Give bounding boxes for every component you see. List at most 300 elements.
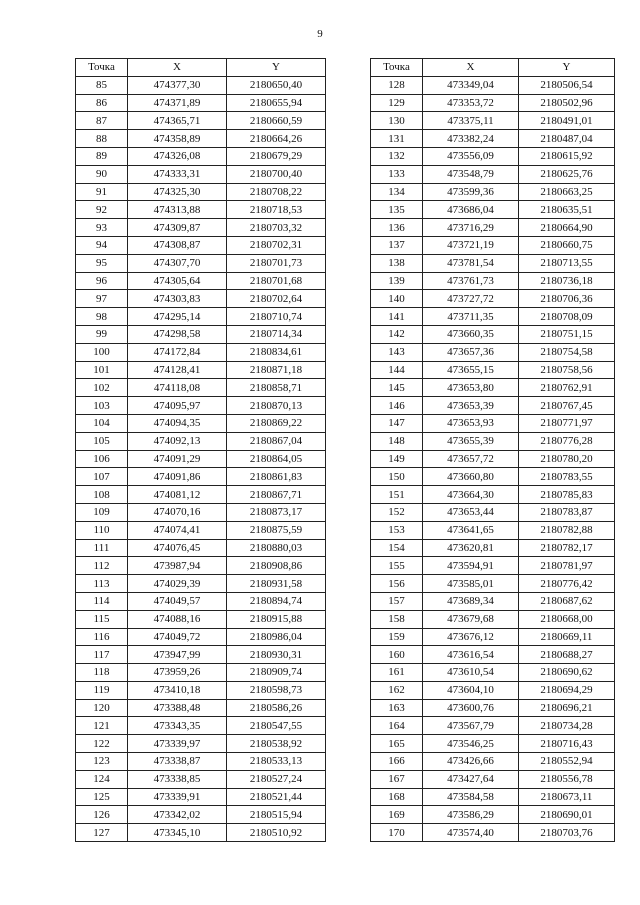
cell-x: 473584,58 <box>423 788 519 806</box>
table-row <box>371 450 615 468</box>
cell-point: 131 <box>371 130 423 148</box>
cell-x: 473410,18 <box>128 681 227 699</box>
cell-x: 474091,86 <box>128 468 227 486</box>
cell-y: 2180688,27 <box>519 646 615 664</box>
table-row <box>76 361 326 379</box>
cell-point: 93 <box>76 219 128 237</box>
column-header-y: Y <box>227 59 326 77</box>
cell-x: 473339,91 <box>128 788 227 806</box>
table-row <box>371 717 615 735</box>
cell-y: 2180986,04 <box>227 628 326 646</box>
cell-y: 2180875,59 <box>227 521 326 539</box>
cell-y: 2180762,91 <box>519 379 615 397</box>
cell-x: 473987,94 <box>128 557 227 575</box>
cell-point: 101 <box>76 361 128 379</box>
cell-x: 473567,79 <box>423 717 519 735</box>
cell-y: 2180869,22 <box>227 414 326 432</box>
table-row <box>371 735 615 753</box>
table-row <box>371 254 615 272</box>
cell-y: 2180487,04 <box>519 130 615 148</box>
table-row <box>76 254 326 272</box>
cell-y: 2180690,01 <box>519 806 615 824</box>
table-row <box>76 503 326 521</box>
cell-point: 119 <box>76 681 128 699</box>
cell-x: 473641,65 <box>423 521 519 539</box>
cell-x: 474377,30 <box>128 76 227 94</box>
cell-y: 2180867,04 <box>227 432 326 450</box>
cell-point: 103 <box>76 397 128 415</box>
table-row <box>371 397 615 415</box>
table-row <box>371 770 615 788</box>
cell-x: 474325,30 <box>128 183 227 201</box>
table-row <box>76 450 326 468</box>
table-row <box>76 539 326 557</box>
cell-point: 96 <box>76 272 128 290</box>
table-row <box>371 753 615 771</box>
cell-y: 2180521,44 <box>227 788 326 806</box>
table-row <box>371 806 615 824</box>
table-row <box>76 147 326 165</box>
cell-y: 2180502,96 <box>519 94 615 112</box>
table-row <box>76 201 326 219</box>
cell-x: 474313,88 <box>128 201 227 219</box>
cell-y: 2180598,73 <box>227 681 326 699</box>
cell-y: 2180751,15 <box>519 325 615 343</box>
cell-x: 473660,35 <box>423 325 519 343</box>
table-row <box>371 308 615 326</box>
cell-point: 146 <box>371 397 423 415</box>
cell-x: 473657,36 <box>423 343 519 361</box>
table-row <box>76 308 326 326</box>
cell-y: 2180861,83 <box>227 468 326 486</box>
cell-point: 121 <box>76 717 128 735</box>
table-row <box>76 770 326 788</box>
cell-point: 169 <box>371 806 423 824</box>
cell-point: 170 <box>371 824 423 842</box>
cell-y: 2180714,34 <box>227 325 326 343</box>
cell-point: 107 <box>76 468 128 486</box>
cell-point: 92 <box>76 201 128 219</box>
table-row <box>76 414 326 432</box>
cell-x: 473345,10 <box>128 824 227 842</box>
cell-x: 473657,72 <box>423 450 519 468</box>
table-row <box>371 147 615 165</box>
cell-y: 2180700,40 <box>227 165 326 183</box>
table-row <box>76 486 326 504</box>
cell-x: 474307,70 <box>128 254 227 272</box>
cell-y: 2180663,25 <box>519 183 615 201</box>
cell-point: 148 <box>371 432 423 450</box>
cell-x: 473339,97 <box>128 735 227 753</box>
cell-point: 112 <box>76 557 128 575</box>
cell-point: 136 <box>371 219 423 237</box>
cell-x: 474303,83 <box>128 290 227 308</box>
table-row <box>76 628 326 646</box>
cell-x: 473338,85 <box>128 770 227 788</box>
cell-x: 473375,11 <box>423 112 519 130</box>
table-row <box>76 824 326 842</box>
cell-x: 473653,93 <box>423 414 519 432</box>
cell-point: 90 <box>76 165 128 183</box>
table-row <box>76 432 326 450</box>
cell-y: 2180625,76 <box>519 165 615 183</box>
cell-point: 125 <box>76 788 128 806</box>
column-header-point: Точка <box>76 59 128 77</box>
table-row <box>371 628 615 646</box>
cell-y: 2180673,11 <box>519 788 615 806</box>
cell-y: 2180767,45 <box>519 397 615 415</box>
cell-point: 149 <box>371 450 423 468</box>
cell-y: 2180708,22 <box>227 183 326 201</box>
cell-y: 2180782,88 <box>519 521 615 539</box>
cell-y: 2180780,20 <box>519 450 615 468</box>
cell-x: 473388,48 <box>128 699 227 717</box>
cell-x: 474309,87 <box>128 219 227 237</box>
cell-y: 2180538,92 <box>227 735 326 753</box>
cell-point: 152 <box>371 503 423 521</box>
cell-x: 474076,45 <box>128 539 227 557</box>
cell-point: 85 <box>76 76 128 94</box>
cell-y: 2180701,73 <box>227 254 326 272</box>
cell-point: 155 <box>371 557 423 575</box>
cell-point: 166 <box>371 753 423 771</box>
cell-x: 473338,87 <box>128 753 227 771</box>
cell-point: 123 <box>76 753 128 771</box>
column-header-y: Y <box>519 59 615 77</box>
cell-y: 2180931,58 <box>227 575 326 593</box>
table-row <box>371 414 615 432</box>
cell-point: 115 <box>76 610 128 628</box>
cell-y: 2180783,55 <box>519 468 615 486</box>
cell-x: 473653,39 <box>423 397 519 415</box>
cell-point: 94 <box>76 236 128 254</box>
cell-x: 473600,76 <box>423 699 519 717</box>
table-row <box>76 343 326 361</box>
cell-point: 144 <box>371 361 423 379</box>
cell-x: 473761,73 <box>423 272 519 290</box>
cell-x: 473721,19 <box>423 236 519 254</box>
cell-point: 95 <box>76 254 128 272</box>
cell-x: 473594,91 <box>423 557 519 575</box>
cell-y: 2180736,18 <box>519 272 615 290</box>
cell-y: 2180758,56 <box>519 361 615 379</box>
cell-x: 473426,66 <box>423 753 519 771</box>
table-row <box>371 539 615 557</box>
cell-point: 134 <box>371 183 423 201</box>
cell-x: 473686,04 <box>423 201 519 219</box>
table-row <box>76 575 326 593</box>
table-row <box>76 699 326 717</box>
table-row <box>76 272 326 290</box>
cell-x: 473959,26 <box>128 664 227 682</box>
cell-point: 99 <box>76 325 128 343</box>
cell-x: 474295,14 <box>128 308 227 326</box>
cell-x: 474371,89 <box>128 94 227 112</box>
cell-x: 474092,13 <box>128 432 227 450</box>
cell-point: 164 <box>371 717 423 735</box>
cell-point: 133 <box>371 165 423 183</box>
table-row <box>76 753 326 771</box>
table-row <box>371 557 615 575</box>
cell-x: 473349,04 <box>423 76 519 94</box>
cell-y: 2180556,78 <box>519 770 615 788</box>
cell-y: 2180734,28 <box>519 717 615 735</box>
cell-point: 124 <box>76 770 128 788</box>
cell-x: 474172,84 <box>128 343 227 361</box>
cell-point: 104 <box>76 414 128 432</box>
cell-y: 2180586,26 <box>227 699 326 717</box>
table-row <box>371 94 615 112</box>
table-row <box>371 824 615 842</box>
cell-y: 2180660,59 <box>227 112 326 130</box>
cell-y: 2180781,97 <box>519 557 615 575</box>
table-row <box>76 717 326 735</box>
table-row <box>371 112 615 130</box>
cell-x: 473679,68 <box>423 610 519 628</box>
cell-y: 2180655,94 <box>227 94 326 112</box>
table-row <box>76 130 326 148</box>
table-row <box>371 468 615 486</box>
table-row <box>76 681 326 699</box>
table-row <box>76 610 326 628</box>
table-row <box>76 397 326 415</box>
cell-y: 2180515,94 <box>227 806 326 824</box>
cell-point: 127 <box>76 824 128 842</box>
table-body-right <box>371 76 615 841</box>
cell-x: 473353,72 <box>423 94 519 112</box>
cell-y: 2180552,94 <box>519 753 615 771</box>
cell-point: 141 <box>371 308 423 326</box>
cell-y: 2180716,43 <box>519 735 615 753</box>
table-row <box>76 646 326 664</box>
cell-y: 2180527,24 <box>227 770 326 788</box>
table-row <box>371 699 615 717</box>
table-row <box>76 468 326 486</box>
table-row <box>371 521 615 539</box>
table-row <box>371 432 615 450</box>
cell-point: 129 <box>371 94 423 112</box>
table-row <box>76 236 326 254</box>
cell-x: 473616,54 <box>423 646 519 664</box>
table-row <box>76 325 326 343</box>
table-header-row <box>76 59 326 77</box>
cell-y: 2180690,62 <box>519 664 615 682</box>
cell-y: 2180694,29 <box>519 681 615 699</box>
cell-x: 474094,35 <box>128 414 227 432</box>
cell-point: 167 <box>371 770 423 788</box>
cell-x: 474081,12 <box>128 486 227 504</box>
cell-y: 2180703,32 <box>227 219 326 237</box>
cell-x: 473676,12 <box>423 628 519 646</box>
cell-point: 156 <box>371 575 423 593</box>
cell-y: 2180870,13 <box>227 397 326 415</box>
table-row <box>371 575 615 593</box>
cell-x: 473556,09 <box>423 147 519 165</box>
table-row <box>371 290 615 308</box>
cell-y: 2180701,68 <box>227 272 326 290</box>
cell-x: 474333,31 <box>128 165 227 183</box>
table-row <box>371 379 615 397</box>
cell-y: 2180708,09 <box>519 308 615 326</box>
cell-x: 473727,72 <box>423 290 519 308</box>
table-row <box>371 219 615 237</box>
table-body-left <box>76 76 326 841</box>
cell-point: 120 <box>76 699 128 717</box>
cell-y: 2180894,74 <box>227 592 326 610</box>
cell-y: 2180702,31 <box>227 236 326 254</box>
cell-y: 2180858,71 <box>227 379 326 397</box>
cell-y: 2180867,71 <box>227 486 326 504</box>
table-row <box>76 664 326 682</box>
cell-y: 2180908,86 <box>227 557 326 575</box>
cell-y: 2180909,74 <box>227 664 326 682</box>
cell-y: 2180664,26 <box>227 130 326 148</box>
cell-y: 2180510,92 <box>227 824 326 842</box>
cell-point: 165 <box>371 735 423 753</box>
column-header-point: Точка <box>371 59 423 77</box>
table-row <box>76 521 326 539</box>
table-row <box>76 94 326 112</box>
column-header-x: X <box>423 59 519 77</box>
cell-x: 473689,34 <box>423 592 519 610</box>
cell-x: 473427,64 <box>423 770 519 788</box>
table-row <box>371 272 615 290</box>
cell-point: 108 <box>76 486 128 504</box>
cell-y: 2180706,36 <box>519 290 615 308</box>
cell-x: 473382,24 <box>423 130 519 148</box>
cell-x: 473586,29 <box>423 806 519 824</box>
cell-x: 474070,16 <box>128 503 227 521</box>
cell-point: 91 <box>76 183 128 201</box>
cell-y: 2180864,05 <box>227 450 326 468</box>
cell-x: 473343,35 <box>128 717 227 735</box>
cell-point: 126 <box>76 806 128 824</box>
cell-point: 132 <box>371 147 423 165</box>
cell-y: 2180880,03 <box>227 539 326 557</box>
table-row <box>371 183 615 201</box>
cell-y: 2180703,76 <box>519 824 615 842</box>
cell-y: 2180696,21 <box>519 699 615 717</box>
table-row <box>76 219 326 237</box>
cell-x: 474308,87 <box>128 236 227 254</box>
table-row <box>76 735 326 753</box>
cell-point: 86 <box>76 94 128 112</box>
cell-x: 473716,29 <box>423 219 519 237</box>
cell-y: 2180718,53 <box>227 201 326 219</box>
cell-x: 474029,39 <box>128 575 227 593</box>
cell-point: 140 <box>371 290 423 308</box>
table-row <box>76 557 326 575</box>
cell-point: 139 <box>371 272 423 290</box>
cell-y: 2180664,90 <box>519 219 615 237</box>
cell-y: 2180660,75 <box>519 236 615 254</box>
table-row <box>76 165 326 183</box>
cell-y: 2180776,28 <box>519 432 615 450</box>
cell-y: 2180713,55 <box>519 254 615 272</box>
cell-point: 128 <box>371 76 423 94</box>
cell-y: 2180873,17 <box>227 503 326 521</box>
cell-point: 158 <box>371 610 423 628</box>
cell-point: 117 <box>76 646 128 664</box>
table-row <box>371 130 615 148</box>
cell-x: 474365,71 <box>128 112 227 130</box>
cell-x: 473585,01 <box>423 575 519 593</box>
cell-y: 2180776,42 <box>519 575 615 593</box>
table-row <box>76 112 326 130</box>
cell-y: 2180782,17 <box>519 539 615 557</box>
cell-y: 2180650,40 <box>227 76 326 94</box>
table-row <box>371 486 615 504</box>
cell-y: 2180915,88 <box>227 610 326 628</box>
cell-y: 2180834,61 <box>227 343 326 361</box>
cell-point: 168 <box>371 788 423 806</box>
cell-x: 473546,25 <box>423 735 519 753</box>
cell-point: 113 <box>76 575 128 593</box>
cell-x: 474128,41 <box>128 361 227 379</box>
cell-x: 473548,79 <box>423 165 519 183</box>
cell-point: 137 <box>371 236 423 254</box>
cell-y: 2180687,62 <box>519 592 615 610</box>
cell-y: 2180702,64 <box>227 290 326 308</box>
cell-y: 2180668,00 <box>519 610 615 628</box>
cell-y: 2180754,58 <box>519 343 615 361</box>
cell-point: 87 <box>76 112 128 130</box>
cell-x: 474095,97 <box>128 397 227 415</box>
cell-x: 473342,02 <box>128 806 227 824</box>
cell-point: 105 <box>76 432 128 450</box>
cell-point: 138 <box>371 254 423 272</box>
coordinates-table-left <box>75 58 326 842</box>
cell-point: 118 <box>76 664 128 682</box>
cell-point: 135 <box>371 201 423 219</box>
cell-x: 473610,54 <box>423 664 519 682</box>
table-row <box>371 325 615 343</box>
table-row <box>371 236 615 254</box>
table-row <box>371 165 615 183</box>
cell-y: 2180491,01 <box>519 112 615 130</box>
cell-y: 2180679,29 <box>227 147 326 165</box>
cell-point: 162 <box>371 681 423 699</box>
table-row <box>76 788 326 806</box>
cell-x: 473620,81 <box>423 539 519 557</box>
cell-x: 473781,54 <box>423 254 519 272</box>
cell-x: 473664,30 <box>423 486 519 504</box>
cell-x: 473947,99 <box>128 646 227 664</box>
table-row <box>371 646 615 664</box>
cell-y: 2180615,92 <box>519 147 615 165</box>
cell-x: 474088,16 <box>128 610 227 628</box>
table-row <box>371 503 615 521</box>
cell-x: 473653,44 <box>423 503 519 521</box>
cell-point: 130 <box>371 112 423 130</box>
coordinates-table-right <box>370 58 615 842</box>
table-row <box>371 681 615 699</box>
cell-x: 473653,80 <box>423 379 519 397</box>
cell-y: 2180930,31 <box>227 646 326 664</box>
cell-x: 473660,80 <box>423 468 519 486</box>
cell-point: 157 <box>371 592 423 610</box>
cell-x: 473711,35 <box>423 308 519 326</box>
cell-x: 474305,64 <box>128 272 227 290</box>
cell-point: 114 <box>76 592 128 610</box>
cell-point: 154 <box>371 539 423 557</box>
cell-point: 159 <box>371 628 423 646</box>
cell-x: 474049,72 <box>128 628 227 646</box>
cell-y: 2180506,54 <box>519 76 615 94</box>
cell-point: 163 <box>371 699 423 717</box>
table-row <box>371 664 615 682</box>
cell-point: 102 <box>76 379 128 397</box>
